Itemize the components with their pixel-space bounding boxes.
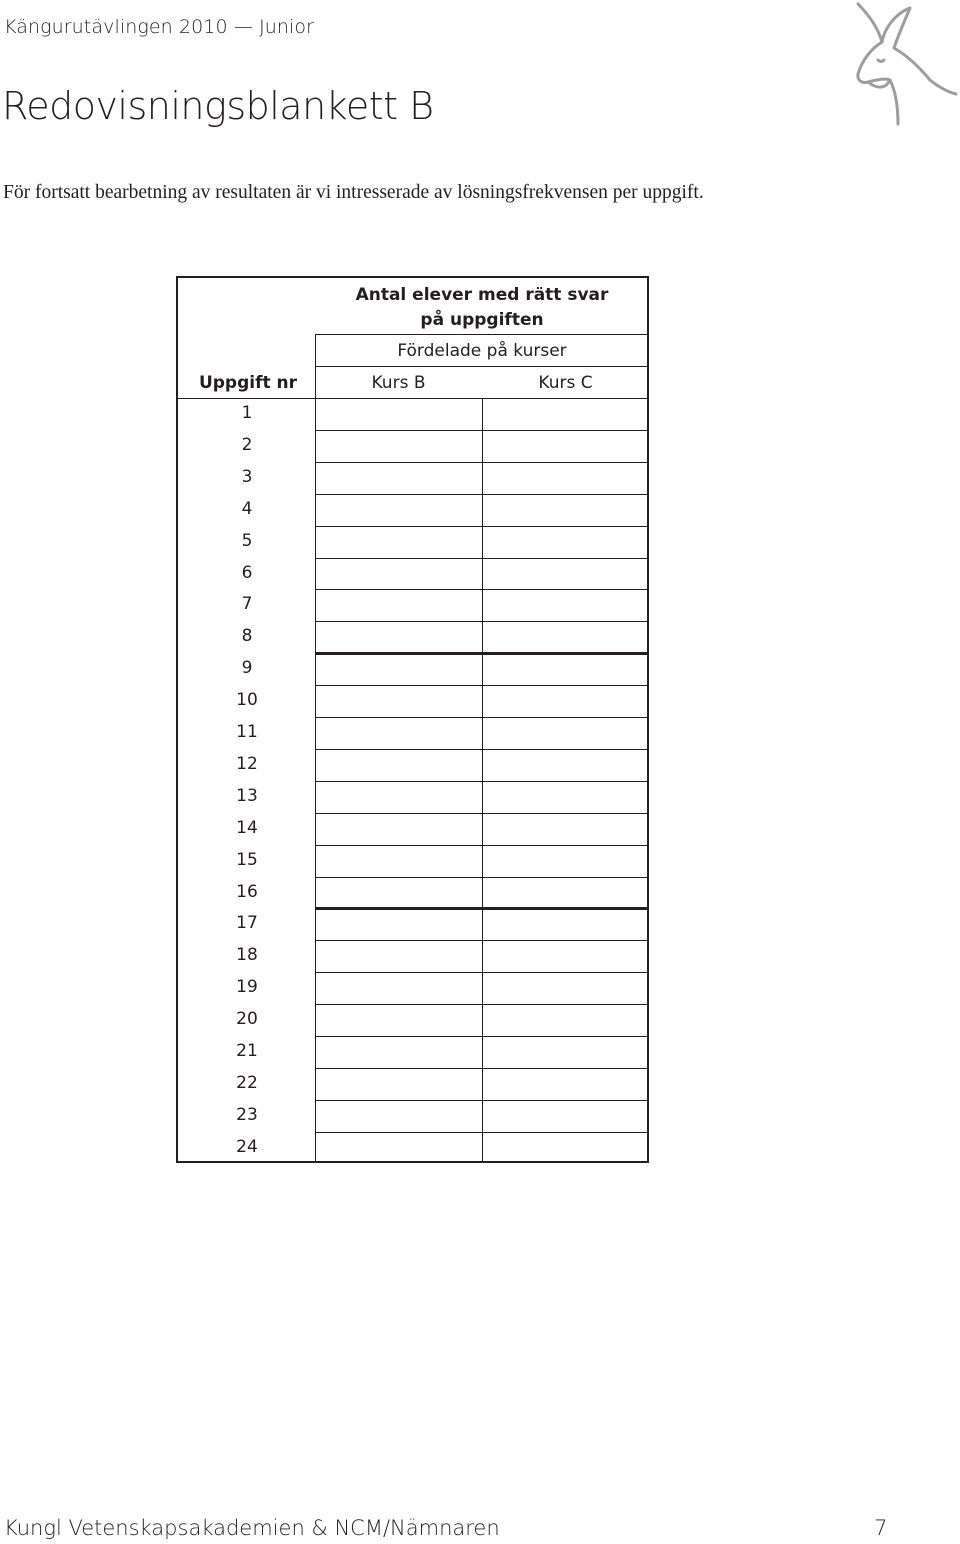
kurs-b-cell[interactable] bbox=[316, 1068, 482, 1100]
intro-text: För fortsatt bearbetning av resultaten är vi intresserade av lösningsfrekvensen per uppgift. bbox=[3, 182, 704, 203]
task-number: 10 bbox=[236, 690, 258, 711]
kurs-b-cell[interactable] bbox=[316, 685, 482, 717]
task-number: 18 bbox=[236, 945, 258, 966]
task-number: 24 bbox=[236, 1136, 258, 1157]
kurs-b-cell[interactable] bbox=[316, 1036, 482, 1068]
kurs-b-cell[interactable] bbox=[316, 1100, 482, 1132]
kurs-b-cell[interactable] bbox=[316, 845, 482, 877]
kurs-c-cell[interactable] bbox=[483, 1036, 649, 1068]
kurs-c-cell[interactable] bbox=[483, 749, 649, 781]
kurs-b-cell[interactable] bbox=[316, 398, 482, 430]
task-number: 4 bbox=[241, 498, 253, 519]
kurs-b-cell[interactable] bbox=[316, 558, 482, 590]
competition-name: Kängurutävlingen 2010 bbox=[4, 16, 228, 38]
header-main-line2: på uppgiften bbox=[420, 310, 544, 330]
kurs-b-cell[interactable] bbox=[316, 1132, 482, 1164]
task-number: 14 bbox=[236, 817, 258, 838]
results-table bbox=[176, 276, 649, 1163]
kurs-b-cell[interactable] bbox=[316, 940, 482, 972]
header-divider-2 bbox=[315, 366, 649, 367]
kurs-c-cell[interactable] bbox=[483, 908, 649, 940]
task-number: 6 bbox=[241, 562, 253, 583]
kurs-b-cell[interactable] bbox=[316, 1004, 482, 1036]
task-number: 15 bbox=[236, 849, 258, 870]
kurs-b-cell[interactable] bbox=[316, 717, 482, 749]
task-number: 5 bbox=[241, 530, 253, 551]
task-number: 11 bbox=[236, 722, 258, 742]
kurs-c-cell[interactable] bbox=[483, 398, 649, 430]
kurs-c-cell[interactable] bbox=[483, 1068, 649, 1100]
kurs-c-cell[interactable] bbox=[483, 462, 649, 494]
kurs-c-cell[interactable] bbox=[483, 621, 649, 653]
kurs-b-cell[interactable] bbox=[316, 813, 482, 845]
kurs-c-cell[interactable] bbox=[483, 717, 649, 749]
task-number: 16 bbox=[236, 881, 258, 902]
header-dash: — bbox=[233, 16, 260, 38]
task-number: 22 bbox=[236, 1072, 258, 1093]
kurs-c-cell[interactable] bbox=[483, 558, 649, 590]
column-kurs-c-header: Kurs C bbox=[538, 373, 593, 393]
kurs-c-cell[interactable] bbox=[483, 877, 649, 909]
task-number: 20 bbox=[236, 1009, 258, 1030]
competition-level: Junior bbox=[259, 16, 315, 38]
task-number: 3 bbox=[241, 466, 253, 487]
kurs-b-cell[interactable] bbox=[316, 908, 482, 940]
kurs-c-cell[interactable] bbox=[483, 685, 649, 717]
kurs-b-cell[interactable] bbox=[316, 877, 482, 909]
kurs-b-cell[interactable] bbox=[316, 494, 482, 526]
task-number: 1 bbox=[241, 403, 253, 423]
kurs-c-cell[interactable] bbox=[483, 972, 649, 1004]
kurs-c-cell[interactable] bbox=[483, 430, 649, 462]
kurs-b-cell[interactable] bbox=[316, 589, 482, 621]
kurs-c-cell[interactable] bbox=[483, 845, 649, 877]
header-main-line1: Antal elever med rätt svar bbox=[355, 285, 609, 305]
page-number: 7 bbox=[874, 1516, 888, 1540]
task-number: 21 bbox=[236, 1041, 258, 1061]
kurs-c-cell[interactable] bbox=[483, 813, 649, 845]
kurs-b-cell[interactable] bbox=[316, 462, 482, 494]
kurs-c-cell[interactable] bbox=[483, 1004, 649, 1036]
task-number: 2 bbox=[241, 434, 253, 455]
kurs-b-cell[interactable] bbox=[316, 621, 482, 653]
kurs-c-cell[interactable] bbox=[483, 653, 649, 685]
kurs-c-cell[interactable] bbox=[483, 1132, 649, 1164]
task-number: 8 bbox=[241, 626, 253, 647]
kurs-b-cell[interactable] bbox=[316, 972, 482, 1004]
footer-publisher: Kungl Vetenskapsakademien & NCM/Nämnaren bbox=[4, 1516, 500, 1540]
task-number: 19 bbox=[236, 977, 258, 998]
header-sub: Fördelade på kurser bbox=[397, 341, 567, 361]
kangaroo-logo-icon bbox=[848, 0, 958, 130]
task-number: 9 bbox=[241, 658, 253, 679]
task-number: 12 bbox=[236, 753, 258, 774]
task-number: 13 bbox=[236, 785, 258, 806]
kurs-b-cell[interactable] bbox=[316, 430, 482, 462]
column-task-header: Uppgift nr bbox=[198, 373, 298, 393]
task-number: 7 bbox=[241, 594, 253, 615]
header-divider-1 bbox=[315, 334, 649, 335]
kurs-c-cell[interactable] bbox=[483, 940, 649, 972]
task-number: 23 bbox=[236, 1104, 258, 1125]
kurs-b-cell[interactable] bbox=[316, 526, 482, 558]
task-number: 17 bbox=[236, 913, 258, 934]
page-title: Redovisningsblankett B bbox=[2, 84, 434, 128]
kurs-c-cell[interactable] bbox=[483, 494, 649, 526]
kurs-c-cell[interactable] bbox=[483, 526, 649, 558]
kurs-b-cell[interactable] bbox=[316, 653, 482, 685]
column-kurs-b-header: Kurs B bbox=[371, 373, 426, 393]
kurs-c-cell[interactable] bbox=[483, 1100, 649, 1132]
page-header bbox=[4, 16, 314, 38]
kurs-b-cell[interactable] bbox=[316, 749, 482, 781]
kurs-b-cell[interactable] bbox=[316, 781, 482, 813]
kurs-c-cell[interactable] bbox=[483, 781, 649, 813]
kurs-c-cell[interactable] bbox=[483, 589, 649, 621]
